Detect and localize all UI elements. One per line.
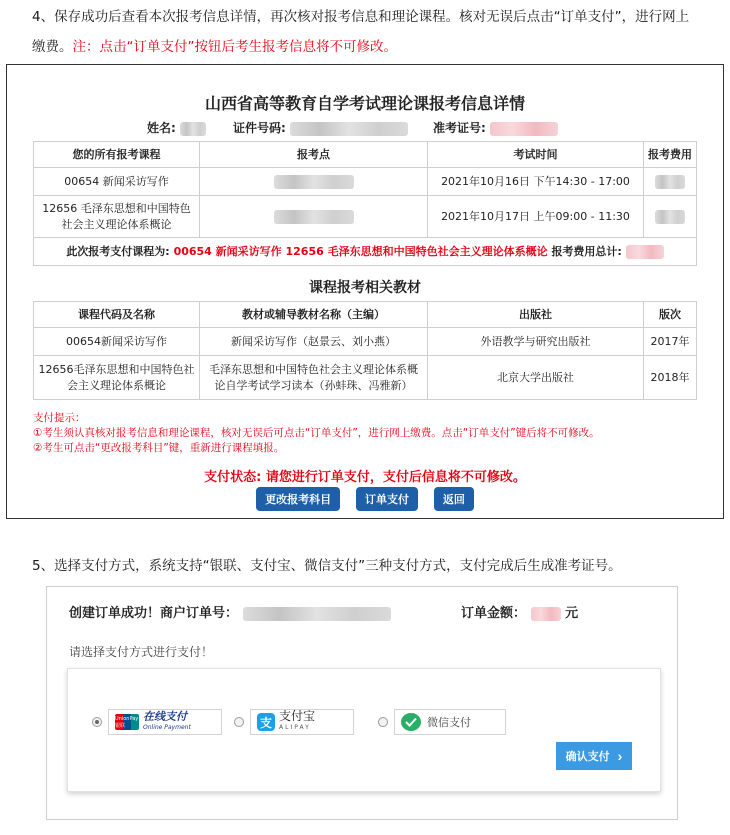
alipay-label: 支付宝 (279, 709, 316, 723)
alipay-sublabel: ALIPAY (279, 724, 311, 731)
alipay-icon: 支 (257, 713, 275, 731)
order-number-redacted (243, 607, 391, 621)
alipay-radio[interactable] (234, 717, 244, 727)
book: 毛泽东思想和中国特色社会主义理论体系概论自学考试学习读本（孙蚌珠、冯雅新） (200, 356, 428, 400)
unionpay-option[interactable] (92, 709, 222, 735)
id-label: 证件号码: (233, 121, 286, 135)
ticket-label: 准考证号: (433, 121, 486, 135)
table-row (34, 168, 697, 196)
pay-summary-row (34, 238, 697, 266)
payment-methods-box (67, 668, 661, 792)
summary-courses: 00654 新闻采访写作 12656 毛泽东思想和中国特色社会主义理论体系概论 (173, 244, 548, 258)
col-time: 考试时间 (428, 142, 644, 168)
col-edition: 版次 (644, 302, 697, 328)
table-row (34, 196, 697, 238)
tips-line1: ①考生须认真核对报考信息和理论课程，核对无误后可点击“订单支付”，进行网上缴费。点击“订单支付”键后将不可修改。 (33, 427, 600, 439)
unionpay-card[interactable] (108, 709, 222, 735)
site-redacted (274, 210, 354, 224)
payment-tips (33, 411, 600, 456)
fee-total-redacted (626, 245, 664, 259)
summary-label: 此次报考支付课程为: (66, 244, 170, 258)
table-row (34, 356, 697, 400)
unionpay-radio[interactable] (92, 717, 102, 727)
site-redacted (274, 175, 354, 189)
fee-redacted (655, 175, 685, 189)
name-label: 姓名: (147, 121, 176, 135)
edition: 2018年 (644, 356, 697, 400)
tips-title: 支付提示： (33, 412, 86, 424)
fee-redacted (655, 210, 685, 224)
unionpay-label: 在线支付 (143, 710, 187, 723)
unionpay-icon: UnionPay 银联 (115, 715, 139, 729)
order-amount-field (461, 602, 578, 621)
textbook-section-title: 课程报考相关教材 (309, 280, 421, 296)
col-fee: 报考费用 (644, 142, 697, 168)
amount-redacted (531, 607, 561, 621)
course: 00654新闻采访写作 (34, 328, 200, 356)
name-redacted (180, 122, 206, 136)
action-buttons (7, 487, 723, 511)
alipay-card[interactable] (250, 709, 354, 735)
panel-title: 山西省高等教育自学考试理论课报考信息详情 (204, 94, 525, 113)
step4-note: 注：点击“订单支付”按钮后考生报考信息将不可修改。 (72, 39, 397, 55)
amount-label: 订单金额： (461, 606, 527, 621)
courses-table (33, 141, 697, 266)
course: 12656毛泽东思想和中国特色社会主义理论体系概论 (34, 356, 200, 400)
edition: 2017年 (644, 328, 697, 356)
alipay-option[interactable] (234, 709, 354, 735)
book: 新闻采访写作（赵景云、刘小燕） (200, 328, 428, 356)
textbook-table (33, 301, 697, 400)
col-book: 教材或辅导教材名称（主编） (200, 302, 428, 328)
step4-text-line2: 缴费。 (32, 39, 73, 55)
exam-time: 2021年10月16日 下午14:30 - 17:00 (428, 168, 644, 196)
ticket-field (433, 119, 558, 136)
textbook-header-row (34, 302, 697, 328)
change-courses-button[interactable]: 更改报考科目 (256, 487, 340, 511)
confirm-label: 确认支付 (565, 751, 610, 763)
order-pay-button[interactable]: 订单支付 (356, 487, 418, 511)
amount-unit: 元 (565, 606, 579, 621)
payment-panel (46, 586, 678, 820)
id-redacted (290, 122, 408, 136)
courses-header-row (34, 142, 697, 168)
table-row (34, 328, 697, 356)
order-number-field (69, 602, 391, 621)
id-field (233, 119, 408, 136)
step5-instruction: 5、选择支付方式，系统支持“银联、支付宝、微信支付”三种支付方式，支付完成后生成准考证号。 (32, 558, 622, 574)
chevron-right-icon: › (617, 748, 623, 764)
step4-text: 4、保存成功后查看本次报考信息详情，再次核对报考信息和理论课程。核对无误后点击“订单支付”，进行网上 (32, 9, 690, 25)
tips-line2: ②考生可点击“更改报考科目”键，重新进行课程填报。 (33, 442, 285, 454)
payment-status: 支付状态: 请您进行订单支付，支付后信息将不可修改。 (204, 470, 526, 485)
exam-time: 2021年10月17日 上午09:00 - 11:30 (428, 196, 644, 238)
confirm-payment-button[interactable] (556, 742, 632, 770)
wechat-card[interactable] (394, 709, 506, 735)
course-name: 00654 新闻采访写作 (34, 168, 200, 196)
wechat-label: 微信支付 (427, 716, 471, 729)
step4-instruction (32, 6, 722, 58)
choose-payment-text: 请选择支付方式进行支付！ (69, 645, 214, 659)
back-button[interactable]: 返回 (434, 487, 474, 511)
publisher: 外语教学与研究出版社 (428, 328, 644, 356)
wechat-option[interactable] (378, 709, 506, 735)
order-label: 创建订单成功！商户订单号： (69, 606, 239, 621)
col-publisher: 出版社 (428, 302, 644, 328)
col-site: 报考点 (200, 142, 428, 168)
wechat-check-icon (401, 713, 421, 731)
registration-detail-panel (6, 64, 724, 519)
col-course: 您的所有报考课程 (34, 142, 200, 168)
fee-total-label: 报考费用总计: (551, 244, 622, 258)
wechat-radio[interactable] (378, 717, 388, 727)
name-field (147, 119, 206, 136)
unionpay-sublabel: Online Payment (143, 724, 191, 731)
col-course-code: 课程代码及名称 (34, 302, 200, 328)
course-name: 12656 毛泽东思想和中国特色社会主义理论体系概论 (34, 196, 200, 238)
ticket-redacted (490, 122, 558, 136)
publisher: 北京大学出版社 (428, 356, 644, 400)
